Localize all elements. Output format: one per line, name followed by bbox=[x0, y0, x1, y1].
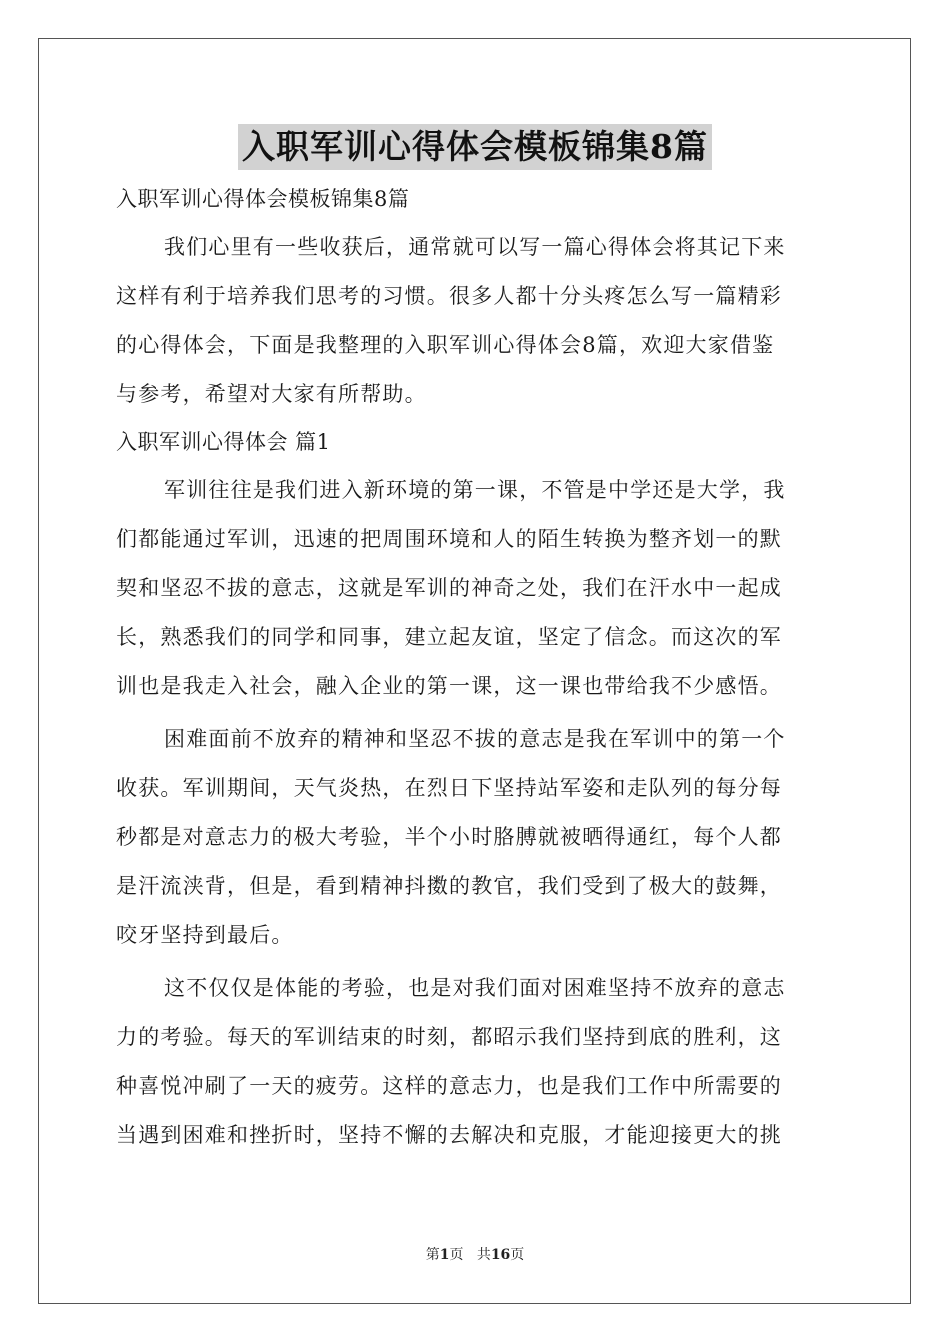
page-footer bbox=[0, 1244, 950, 1264]
intro-line: 与参考，希望对大家有所帮助。 bbox=[116, 382, 427, 406]
paragraph-line: 咬牙坚持到最后。 bbox=[116, 923, 294, 947]
paragraph-line: 当遇到困难和挫折时，坚持不懈的去解决和克服，才能迎接更大的挑 bbox=[116, 1123, 782, 1147]
section-heading: 入职军训心得体会 篇1 bbox=[116, 430, 331, 454]
intro-line: 这样有利于培养我们思考的习惯。很多人都十分头疼怎么写一篇精彩 bbox=[116, 284, 782, 308]
total-suffix: 页 bbox=[510, 1247, 525, 1263]
document-body bbox=[116, 176, 836, 1160]
paragraph-line: 契和坚忍不拔的意志，这就是军训的神奇之处，我们在汗水中一起成 bbox=[116, 576, 782, 600]
paragraph-line: 力的考验。每天的军训结束的时刻，都昭示我们坚持到底的胜利，这 bbox=[116, 1025, 782, 1049]
total-prefix: 共 bbox=[476, 1247, 491, 1263]
paragraph-line: 这不仅仅是体能的考验，也是对我们面对困难坚持不放弃的意志 bbox=[164, 976, 786, 1000]
page-suffix: 页 bbox=[449, 1247, 464, 1263]
intro-line: 我们心里有一些收获后，通常就可以写一篇心得体会将其记下来 bbox=[164, 235, 786, 259]
title-area bbox=[0, 124, 950, 170]
paragraph-line: 秒都是对意志力的极大考验，半个小时胳膊就被晒得通红，每个人都 bbox=[116, 825, 782, 849]
page-prefix: 第 bbox=[425, 1247, 440, 1263]
paragraph-line: 长，熟悉我们的同学和同事，建立起友谊，坚定了信念。而这次的军 bbox=[116, 625, 782, 649]
page-number: 1 bbox=[439, 1247, 450, 1263]
document-title: 入职军训心得体会模板锦集8篇 bbox=[238, 124, 712, 170]
paragraph-line: 收获。军训期间，天气炎热，在烈日下坚持站军姿和走队列的每分每 bbox=[116, 776, 782, 800]
paragraph-line: 是汗流浃背，但是，看到精神抖擞的教官，我们受到了极大的鼓舞， bbox=[116, 874, 782, 898]
paragraph-line: 军训往往是我们进入新环境的第一课，不管是中学还是大学，我 bbox=[164, 478, 786, 502]
intro-line: 的心得体会，下面是我整理的入职军训心得体会8篇，欢迎大家借鉴 bbox=[116, 333, 775, 357]
document-subtitle: 入职军训心得体会模板锦集8篇 bbox=[116, 187, 410, 211]
paragraph-line: 种喜悦冲刷了一天的疲劳。这样的意志力，也是我们工作中所需要的 bbox=[116, 1074, 782, 1098]
total-pages: 16 bbox=[490, 1247, 511, 1263]
paragraph-line: 训也是我走入社会，融入企业的第一课，这一课也带给我不少感悟。 bbox=[116, 674, 782, 698]
paragraph-line: 们都能通过军训，迅速的把周围环境和人的陌生转换为整齐划一的默 bbox=[116, 527, 782, 551]
paragraph-line: 困难面前不放弃的精神和坚忍不拔的意志是我在军训中的第一个 bbox=[164, 727, 786, 751]
